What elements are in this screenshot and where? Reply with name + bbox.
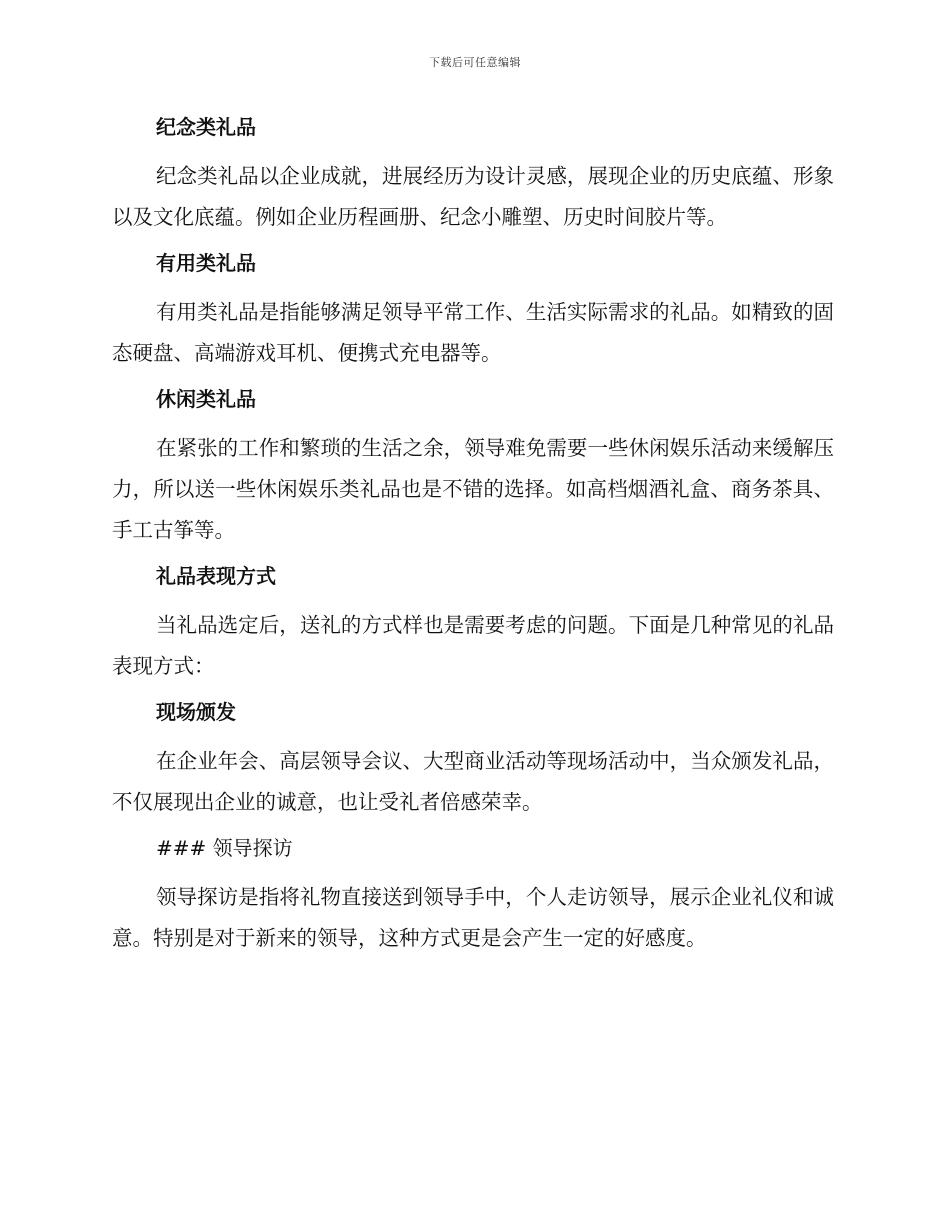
section-heading-memorial-gifts: 纪念类礼品 bbox=[156, 115, 256, 139]
section-heading-onsite-award: 现场颁发 bbox=[156, 700, 236, 724]
section-paragraph-leader-visit: 领导探访是指将礼物直接送到领导手中，个人走访领导，展示企业礼仪和诚意。特别是对于新来的领导，这种方式更是会产生一定的好感度。 bbox=[112, 885, 834, 950]
document-body bbox=[112, 110, 834, 967]
section-paragraph-leisure-gifts: 在紧张的工作和繁琐的生活之余，领导难免需要一些休闲娱乐活动来缓解压力，所以送一些休闲娱乐类礼品也是不错的选择。如高档烟酒礼盒、商务茶具、手工古筝等。 bbox=[112, 436, 834, 542]
section-paragraph-memorial-gifts: 纪念类礼品以企业成就，进展经历为设计灵感，展现企业的历史底蕴、形象以及文化底蕴。例如企业历程画册、纪念小雕塑、历史时间胶片等。 bbox=[112, 164, 834, 229]
section-paragraph-useful-gifts: 有用类礼品是指能够满足领导平常工作、生活实际需求的礼品。如精致的固态硬盘、高端游戏耳机、便携式充电器等。 bbox=[112, 300, 834, 365]
section-heading-leader-visit: ### 领导探访 bbox=[156, 836, 293, 860]
section-paragraph-gift-presentation: 当礼品选定后，送礼的方式样也是需要考虑的问题。下面是几种常见的礼品表现方式： bbox=[112, 613, 834, 678]
section-heading-leisure-gifts: 休闲类礼品 bbox=[156, 387, 256, 411]
section-heading-useful-gifts: 有用类礼品 bbox=[156, 251, 256, 275]
page-header: 下载后可任意编辑 bbox=[429, 56, 521, 69]
section-heading-gift-presentation: 礼品表现方式 bbox=[156, 564, 276, 588]
section-paragraph-onsite-award: 在企业年会、高层领导会议、大型商业活动等现场活动中，当众颁发礼品，不仅展现出企业的诚意，也让受礼者倍感荣幸。 bbox=[112, 749, 834, 814]
